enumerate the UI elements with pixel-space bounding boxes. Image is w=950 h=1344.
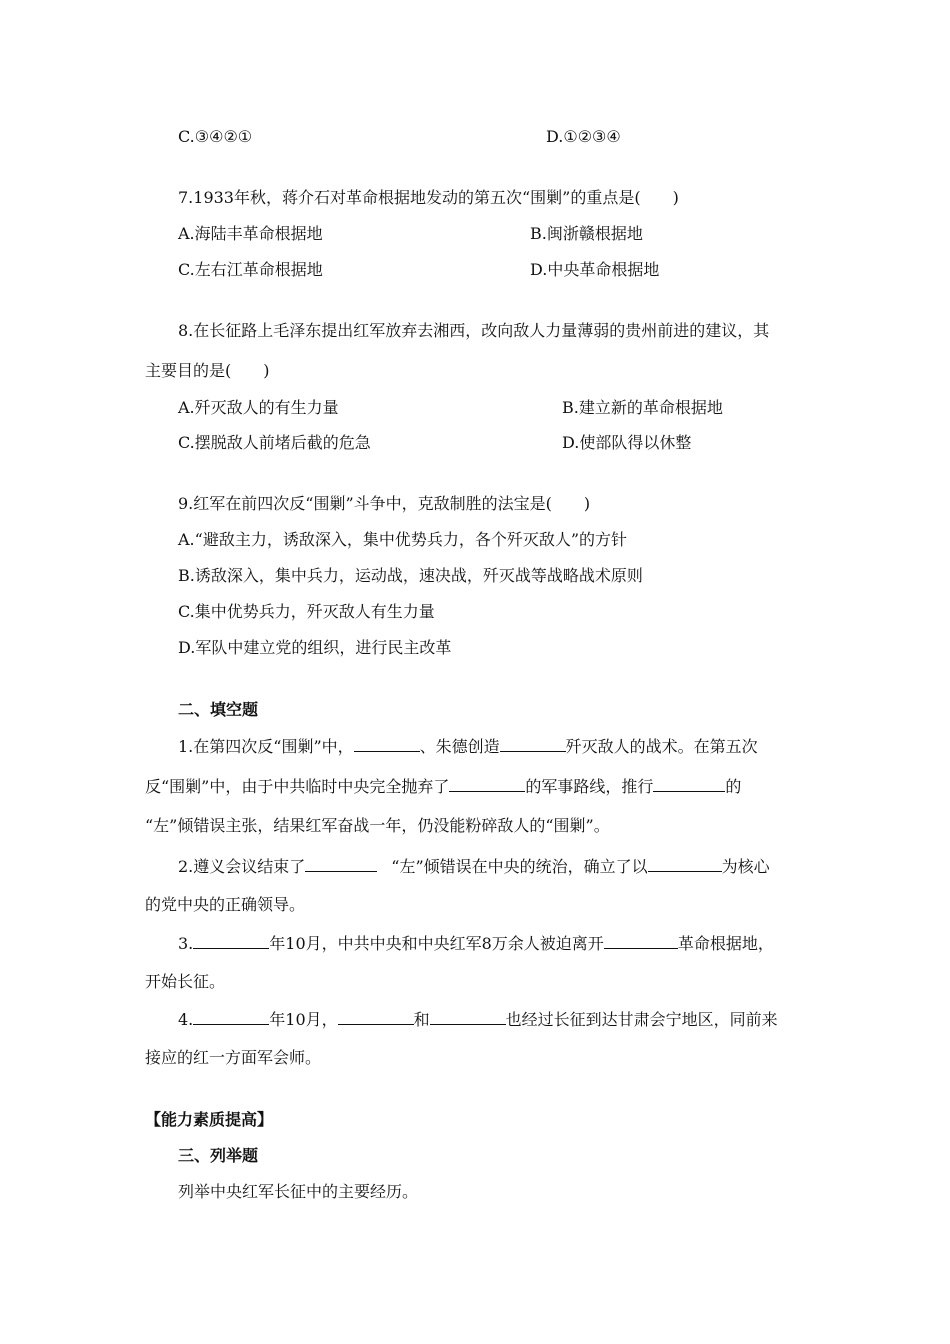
q9-option-d: D.军队中建立党的组织，进行民主改革 [178,638,452,657]
q9-stem: 9.红军在前四次反“围剿”斗争中，克敌制胜的法宝是( ) [178,494,591,513]
fill-blank[interactable] [305,855,377,872]
fill1-line1 [178,735,758,758]
fill4-text-4: 也经过长征到达甘肃会宁地区，同前来 [505,1010,778,1029]
fill3-text-3: 革命根据地， [677,934,774,953]
section2-title: 二、填空题 [178,700,259,719]
fill2-line1 [178,855,770,878]
q9-option-b: B.诱敌深入，集中兵力，运动战，速决战，歼灭战等战略战术原则 [178,566,643,585]
fill1-text-3: 歼灭敌人的战术。在第五次 [565,737,758,756]
fill4-text-2: 年10月， [269,1010,338,1029]
fill1-line2 [145,775,741,798]
fill-blank[interactable] [648,855,722,872]
q9-option-c: C.集中优势兵力，歼灭敌人有生力量 [178,602,435,621]
fill4-text-3: 和 [413,1010,430,1029]
q6-option-c: C.③④②① [178,127,253,146]
fill1-line3: “左”倾错误主张，结果红军奋战一年，仍没能粉碎敌人的“围剿”。 [145,816,610,835]
fill-blank[interactable] [193,932,269,949]
fill4-line1 [178,1008,778,1031]
ability-heading: 【能力素质提高】 [145,1110,274,1129]
fill1-text-5: 的军事路线，推行 [525,777,654,796]
fill2-line2: 的党中央的正确领导。 [145,895,306,914]
fill3-line2: 开始长征。 [145,972,226,991]
fill1-text-1: 1.在第四次反“围剿”中， [178,737,354,756]
q7-option-b: B.闽浙赣根据地 [530,224,643,243]
q7-option-c: C.左右江革命根据地 [178,260,323,279]
q8-option-c: C.摆脱敌人前堵后截的危急 [178,433,371,452]
fill4-line2: 接应的红一方面军会师。 [145,1048,322,1067]
fill-blank[interactable] [430,1008,506,1025]
q7-stem: 7.1933年秋，蒋介石对革命根据地发动的第五次“围剿”的重点是( ) [178,188,679,207]
q8-stem-line1: 8.在长征路上毛泽东提出红军放弃去湘西，改向敌人力量薄弱的贵州前进的建议，其 [178,321,770,340]
fill1-text-4: 反“围剿”中，由于中共临时中央完全抛弃了 [145,777,450,796]
fill-blank[interactable] [338,1008,414,1025]
fill2-text-3: 为核心 [721,857,770,876]
q8-option-a: A.歼灭敌人的有生力量 [178,398,339,417]
fill1-text-2: 、朱德创造 [419,737,500,756]
fill4-text-1: 4. [178,1010,194,1029]
fill-blank[interactable] [193,1008,269,1025]
fill1-text-6: 的 [725,777,742,796]
fill2-text-1: 2.遵义会议结束了 [178,857,306,876]
q8-stem-line2: 主要目的是( ) [145,361,270,380]
q8-option-d: D.使部队得以休整 [562,433,692,452]
fill-blank[interactable] [653,775,725,792]
q9-option-a: A.“避敌主力，诱敌深入，集中优势兵力，各个歼灭敌人”的方针 [178,530,628,549]
fill-blank[interactable] [604,932,678,949]
section3-prompt: 列举中央红军长征中的主要经历。 [178,1182,419,1201]
fill3-text-2: 年10月，中共中央和中央红军8万余人被迫离开 [269,934,604,953]
q8-option-b: B.建立新的革命根据地 [562,398,723,417]
fill3-line1 [178,932,774,955]
q6-option-d: D.①②③④ [546,127,621,146]
q7-option-a: A.海陆丰革命根据地 [178,224,323,243]
fill-blank[interactable] [500,735,566,752]
fill3-text-1: 3. [178,934,194,953]
section3-title: 三、列举题 [178,1146,259,1165]
fill-blank[interactable] [354,735,420,752]
fill2-text-2: “左”倾错误在中央的统治，确立了以 [391,857,648,876]
fill-blank[interactable] [449,775,525,792]
q7-option-d: D.中央革命根据地 [530,260,660,279]
